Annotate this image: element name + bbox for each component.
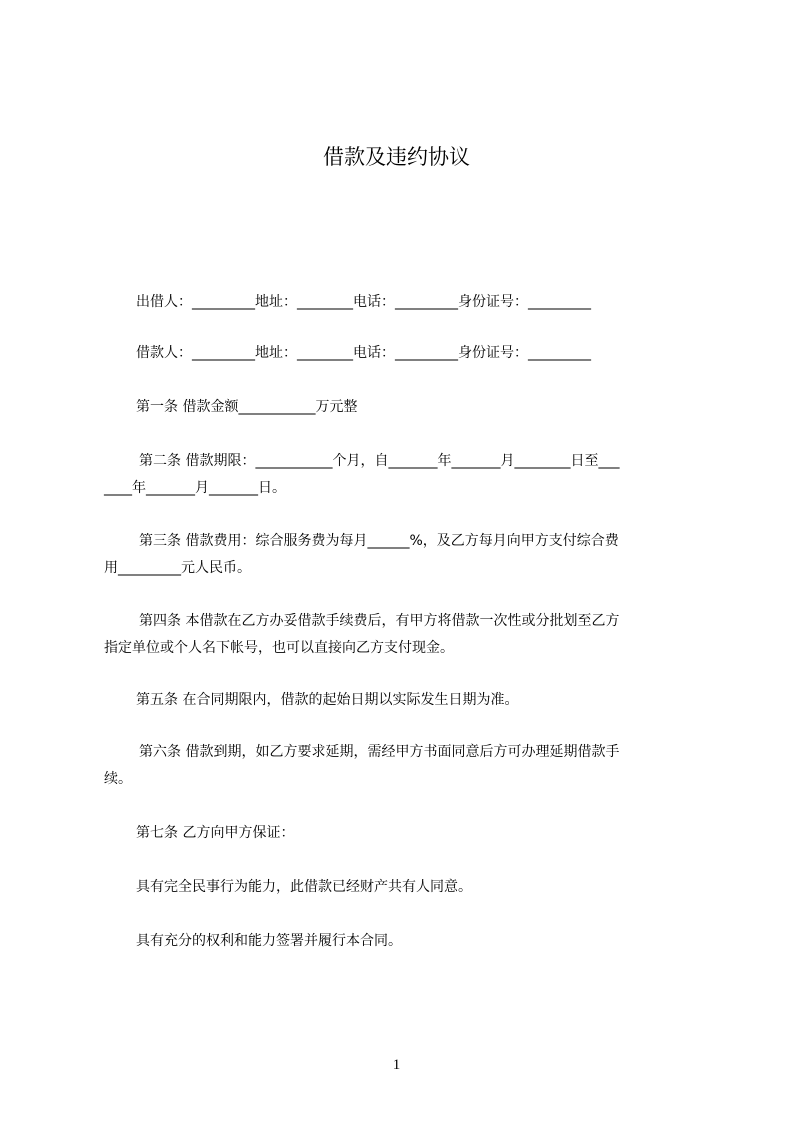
document-title: 借款及违约协议 (323, 145, 470, 169)
article-4-line-1: 第四条 本借款在乙方办妥借款手续费后，有甲方将借款一次性或分批划至乙方 (139, 613, 620, 629)
article-4-line-2: 指定单位或个人名下帐号，也可以直接向乙方支付现金。 (104, 640, 454, 656)
article-7: 第七条 乙方向甲方保证： (136, 825, 295, 841)
article-2-line-1: 第二条 借款期限：___________个月，自_______年_______月________日至___ (139, 453, 620, 469)
lender-line: 出借人：_________地址：________电话：_________身份证号：_________ (136, 294, 591, 310)
article-2-line-2: ____年_______月_______日。 (104, 480, 286, 496)
article-6-line-2: 续。 (104, 771, 132, 787)
article-3-line-2: 用_________元人民币。 (104, 560, 251, 576)
article-6-line-1: 第六条 借款到期，如乙方要求延期，需经甲方书面同意后方可办理延期借款手 (139, 744, 620, 760)
guarantee-1: 具有完全民事行为能力，此借款已经财产共有人同意。 (136, 879, 472, 895)
page-number: 1 (392, 1057, 401, 1073)
borrower-line: 借款人：_________地址：________电话：_________身份证号：_________ (136, 345, 591, 361)
article-3-line-1: 第三条 借款费用：综合服务费为每月______%，及乙方每月向甲方支付综合费 (139, 533, 619, 549)
guarantee-2: 具有充分的权利和能力签署并履行本合同。 (136, 933, 402, 949)
article-1: 第一条 借款金额___________万元整 (136, 399, 358, 415)
article-5: 第五条 在合同期限内，借款的起始日期以实际发生日期为准。 (136, 692, 519, 708)
